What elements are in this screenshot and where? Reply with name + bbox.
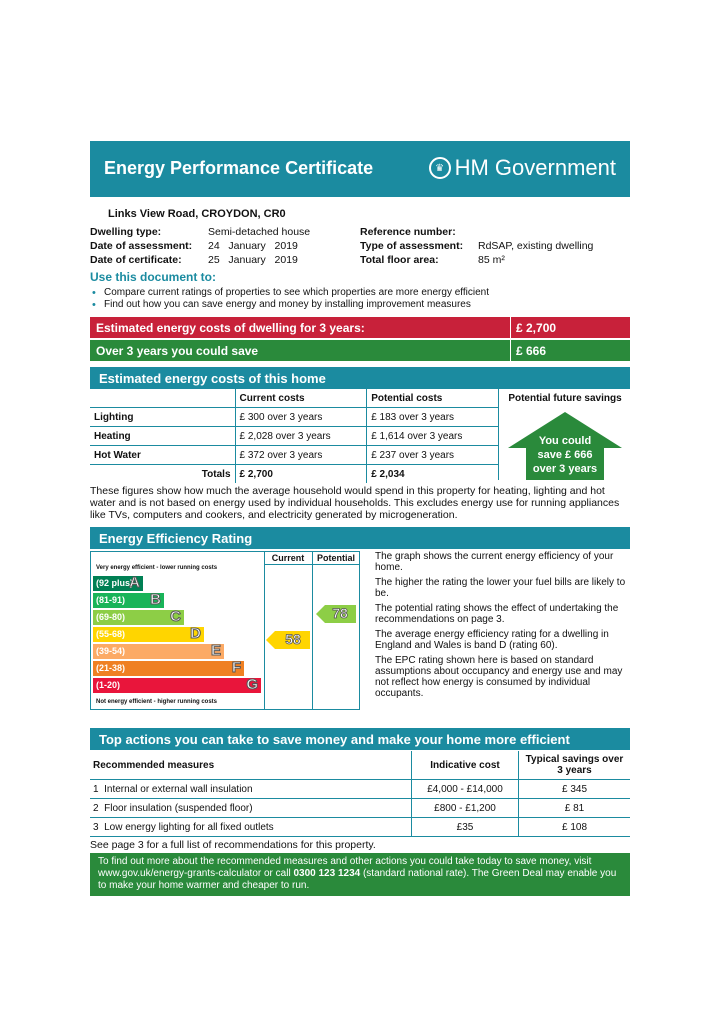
saving-cell: £ 345 (519, 780, 631, 799)
crest-icon: ♛ (429, 157, 451, 179)
floor-area-value: 85 m² (478, 254, 505, 266)
costs-section-heading (90, 367, 630, 389)
assessment-date-label: Date of assessment: (90, 240, 193, 252)
row-name: Lighting (90, 408, 235, 427)
row-current: £ 372 over 3 years (235, 446, 367, 465)
col-measure-header: Recommended measures (90, 751, 412, 780)
savings-bar (90, 340, 630, 361)
footer-text: (standard national rate). The Green Deal may enable you to make your home warmer and cheaper to run. (98, 868, 617, 891)
description-paragraph: The potential rating shows the effect of undertaking the recommendations on page 3. (375, 603, 619, 625)
table-row (90, 799, 630, 818)
band-letter: A (129, 574, 140, 591)
row-current: £ 2,028 over 3 years (235, 427, 367, 446)
col-potential-header: Potential costs (367, 389, 498, 408)
current-rating-value: 58 (285, 631, 301, 647)
rating-potential-header: Potential (316, 553, 355, 563)
band-letter: E (210, 642, 221, 659)
rating-band-b (93, 593, 164, 608)
col-savings-header: Typical savings over 3 years (519, 751, 631, 780)
divider (510, 317, 511, 338)
totals-current: £ 2,700 (235, 465, 367, 484)
rating-description (375, 551, 630, 703)
assessment-date-value: 24 January 2019 (208, 240, 298, 252)
table-row (90, 427, 498, 446)
band-letter: G (246, 676, 258, 693)
table-row (90, 408, 498, 427)
band-letter: F (231, 659, 241, 676)
row-number: 3 (93, 821, 99, 833)
description-paragraph: The higher the rating the lower your fuel bills are likely to be. (375, 577, 626, 599)
row-name: Heating (90, 427, 235, 446)
estimated-costs-bar (90, 317, 630, 338)
dwelling-type-value: Semi-detached house (208, 226, 311, 238)
totals-label: Totals (201, 468, 231, 480)
rating-band-e (93, 644, 224, 659)
table-row (90, 446, 498, 465)
org-name: HM Government (454, 155, 616, 180)
band-range: (21-38) (96, 663, 126, 673)
certificate-date-label: Date of certificate: (90, 254, 182, 266)
band-range: (92 plus) (96, 578, 134, 588)
row-number: 1 (93, 783, 99, 795)
measure-cell (90, 818, 412, 837)
band-range: (55-68) (96, 629, 126, 639)
measure-name: Internal or external wall insulation (104, 783, 253, 795)
arrow-line: You could (538, 435, 592, 447)
future-savings-panel (498, 389, 631, 480)
property-address: Links View Road, CROYDON, CR0 (108, 208, 286, 220)
rating-current-header: Current (271, 553, 305, 563)
costs-note: These figures show how much the average household would spend in this property for heating, lighting and hot water and is not based on energy used by individual households. This excludes energy use for running appliances like TVs, computers and cookers, and electricity generated by microgeneration. (90, 485, 620, 521)
costs-table (90, 389, 498, 483)
description-paragraph: The graph shows the current energy efficiency of your home. (375, 551, 614, 573)
divider (312, 551, 313, 710)
reference-label: Reference number: (360, 226, 456, 238)
measure-cell (90, 780, 412, 799)
band-range: (69-80) (96, 612, 126, 622)
band-range: (81-91) (96, 595, 126, 605)
row-potential: £ 1,614 over 3 years (367, 427, 498, 446)
rating-band-g (93, 678, 261, 693)
floor-area-label: Total floor area: (360, 254, 439, 266)
rating-section-heading (90, 527, 630, 549)
row-potential: £ 237 over 3 years (367, 446, 498, 465)
cost-cell: £35 (412, 818, 519, 837)
certificate-date-value: 25 January 2019 (208, 254, 298, 266)
rating-heading-text: Energy Efficiency Rating (99, 531, 253, 546)
page-title: Energy Performance Certificate (104, 158, 374, 178)
divider (510, 340, 511, 361)
table-row (90, 389, 498, 408)
hm-government-logo (429, 155, 616, 181)
footer-phone: 0300 123 1234 (293, 868, 361, 879)
cost-cell: £800 - £1,200 (412, 799, 519, 818)
certificate-header (90, 141, 630, 197)
table-row (90, 780, 630, 799)
rating-band-d (93, 627, 204, 642)
divider (264, 564, 360, 565)
measure-name: Floor insulation (suspended floor) (104, 802, 253, 814)
arrow-line: over 3 years (532, 463, 598, 475)
band-letter: C (170, 608, 181, 625)
use-document-heading: Use this document to: (90, 270, 217, 284)
measure-cell (90, 799, 412, 818)
use-document-list (90, 287, 630, 311)
band-range: (39-54) (96, 646, 126, 656)
arrow-line: save £ 666 (537, 449, 593, 461)
saving-cell: £ 108 (519, 818, 631, 837)
row-current: £ 300 over 3 years (235, 408, 367, 427)
saving-cell: £ 81 (519, 799, 631, 818)
savings-value: £ 666 (516, 344, 547, 358)
list-item: • Find out how you can save energy and money by installing improvement measures (90, 299, 630, 311)
table-row (90, 751, 630, 780)
costs-heading-text: Estimated energy costs of this home (99, 371, 326, 386)
col-current-header: Current costs (235, 389, 367, 408)
rating-band-a (93, 576, 143, 591)
dwelling-type-label: Dwelling type: (90, 226, 162, 238)
description-paragraph: The average energy efficiency rating for a dwelling in England and Wales is band D (rating 60). (375, 629, 609, 651)
table-row (90, 818, 630, 837)
footer-text: To find out more about the recommended measures and other actions you could take today to save money, visit www.gov.uk/energy-grants-calculator or call (98, 856, 592, 879)
actions-section-heading (90, 728, 630, 750)
col-future-header: Potential future savings (508, 393, 622, 404)
rating-top-note: Very energy efficient - lower running costs (96, 565, 218, 571)
estimated-costs-label: Estimated energy costs of dwelling for 3 years: (96, 321, 365, 335)
cost-cell: £4,000 - £14,000 (412, 780, 519, 799)
band-range: (1-20) (96, 680, 121, 690)
footer-info-box (90, 853, 630, 896)
table-row (90, 465, 498, 484)
band-letter: D (190, 625, 201, 642)
row-number: 2 (93, 802, 99, 814)
row-name: Hot Water (90, 446, 235, 465)
rating-band-f (93, 661, 244, 676)
recommendations-table (90, 751, 630, 837)
estimated-costs-value: £ 2,700 (516, 321, 557, 335)
row-potential: £ 183 over 3 years (367, 408, 498, 427)
band-letter: B (150, 591, 161, 608)
rating-bottom-note: Not energy efficient - higher running costs (96, 699, 218, 705)
actions-heading-text: Top actions you can take to save money and make your home more efficient (99, 732, 570, 747)
assessment-type-value: RdSAP, existing dwelling (478, 240, 594, 252)
list-item: • Compare current ratings of properties to see which properties are more energy efficient (90, 287, 630, 299)
col-cost-header: Indicative cost (412, 751, 519, 780)
see-page-note: See page 3 for a full list of recommendations for this property. (90, 839, 376, 851)
totals-potential: £ 2,034 (367, 465, 498, 484)
rating-band-c (93, 610, 184, 625)
measure-name: Low energy lighting for all fixed outlets (104, 821, 274, 833)
potential-rating-value: 78 (332, 605, 348, 621)
savings-label: Over 3 years you could save (96, 344, 259, 358)
divider (264, 551, 265, 710)
assessment-type-label: Type of assessment: (360, 240, 464, 252)
description-paragraph: The EPC rating shown here is based on standard assumptions about occupancy and energy use and may not reflect how energy is consumed by individual occupants. (375, 655, 623, 699)
savings-arrow-text (499, 434, 631, 476)
